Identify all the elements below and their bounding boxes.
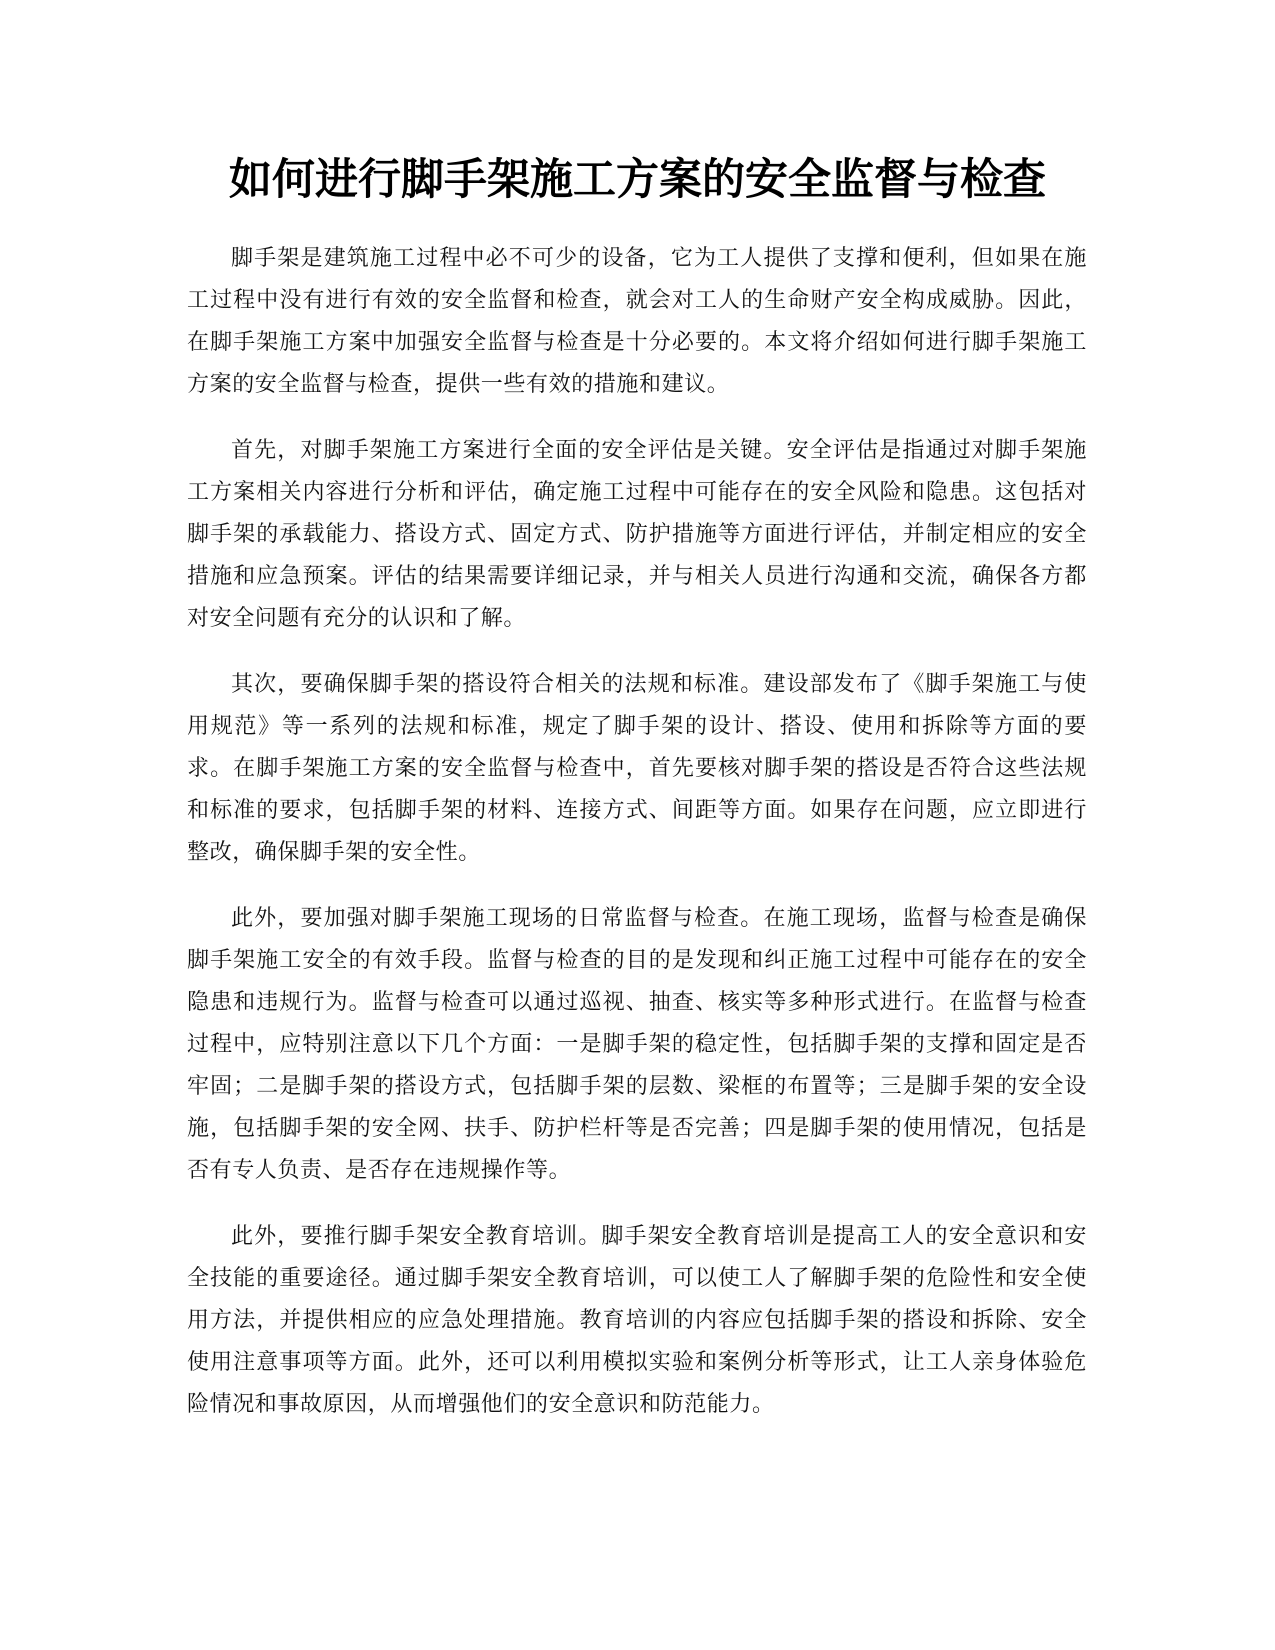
paragraph-3: 其次，要确保脚手架的搭设符合相关的法规和标准。建设部发布了《脚手架施工与使用规范》等一系列的法规和标准，规定了脚手架的设计、搭设、使用和拆除等方面的要求。在脚手架施工方案的安全监督与检查中，首先要核对脚手架的搭设是否符合这些法规和标准的要求，包括脚手架的材料、连接方式、间距等方面。如果存在问题，应立即进行整改，确保脚手架的安全性。 — [187, 672, 1087, 865]
paragraph-1: 脚手架是建筑施工过程中必不可少的设备，它为工人提供了支撑和便利，但如果在施工过程中没有进行有效的安全监督和检查，就会对工人的生命财产安全构成威胁。因此，在脚手架施工方案中加强安全监督与检查是十分必要的。本文将介绍如何进行脚手架施工方案的安全监督与检查，提供一些有效的措施和建议。 — [187, 246, 1087, 397]
paragraph-5: 此外，要推行脚手架安全教育培训。脚手架安全教育培训是提高工人的安全意识和安全技能的重要途径。通过脚手架安全教育培训，可以使工人了解脚手架的危险性和安全使用方法，并提供相应的应急处理措施。教育培训的内容应包括脚手架的搭设和拆除、安全使用注意事项等方面。此外，还可以利用模拟实验和案例分析等形式，让工人亲身体验危险情况和事故原因，从而增强他们的安全意识和防范能力。 — [187, 1224, 1087, 1417]
paragraph-2: 首先，对脚手架施工方案进行全面的安全评估是关键。安全评估是指通过对脚手架施工方案相关内容进行分析和评估，确定施工过程中可能存在的安全风险和隐患。这包括对脚手架的承载能力、搭设方式、固定方式、防护措施等方面进行评估，并制定相应的安全措施和应急预案。评估的结果需要详细记录，并与相关人员进行沟通和交流，确保各方都对安全问题有充分的认识和了解。 — [187, 438, 1087, 631]
page-title: 如何进行脚手架施工方案的安全监督与检查 — [229, 155, 1046, 205]
paragraph-4: 此外，要加强对脚手架施工现场的日常监督与检查。在施工现场，监督与检查是确保脚手架施工安全的有效手段。监督与检查的目的是发现和纠正施工过程中可能存在的安全隐患和违规行为。监督与检查可以通过巡视、抽查、核实等多种形式进行。在监督与检查过程中，应特别注意以下几个方面：一是脚手架的稳定性，包括脚手架的支撑和固定是否牢固；二是脚手架的搭设方式，包括脚手架的层数、梁框的布置等；三是脚手架的安全设施，包括脚手架的安全网、扶手、防护栏杆等是否完善；四是脚手架的使用情况，包括是否有专人负责、是否存在违规操作等。 — [187, 906, 1087, 1183]
document-body — [187, 238, 1087, 1450]
